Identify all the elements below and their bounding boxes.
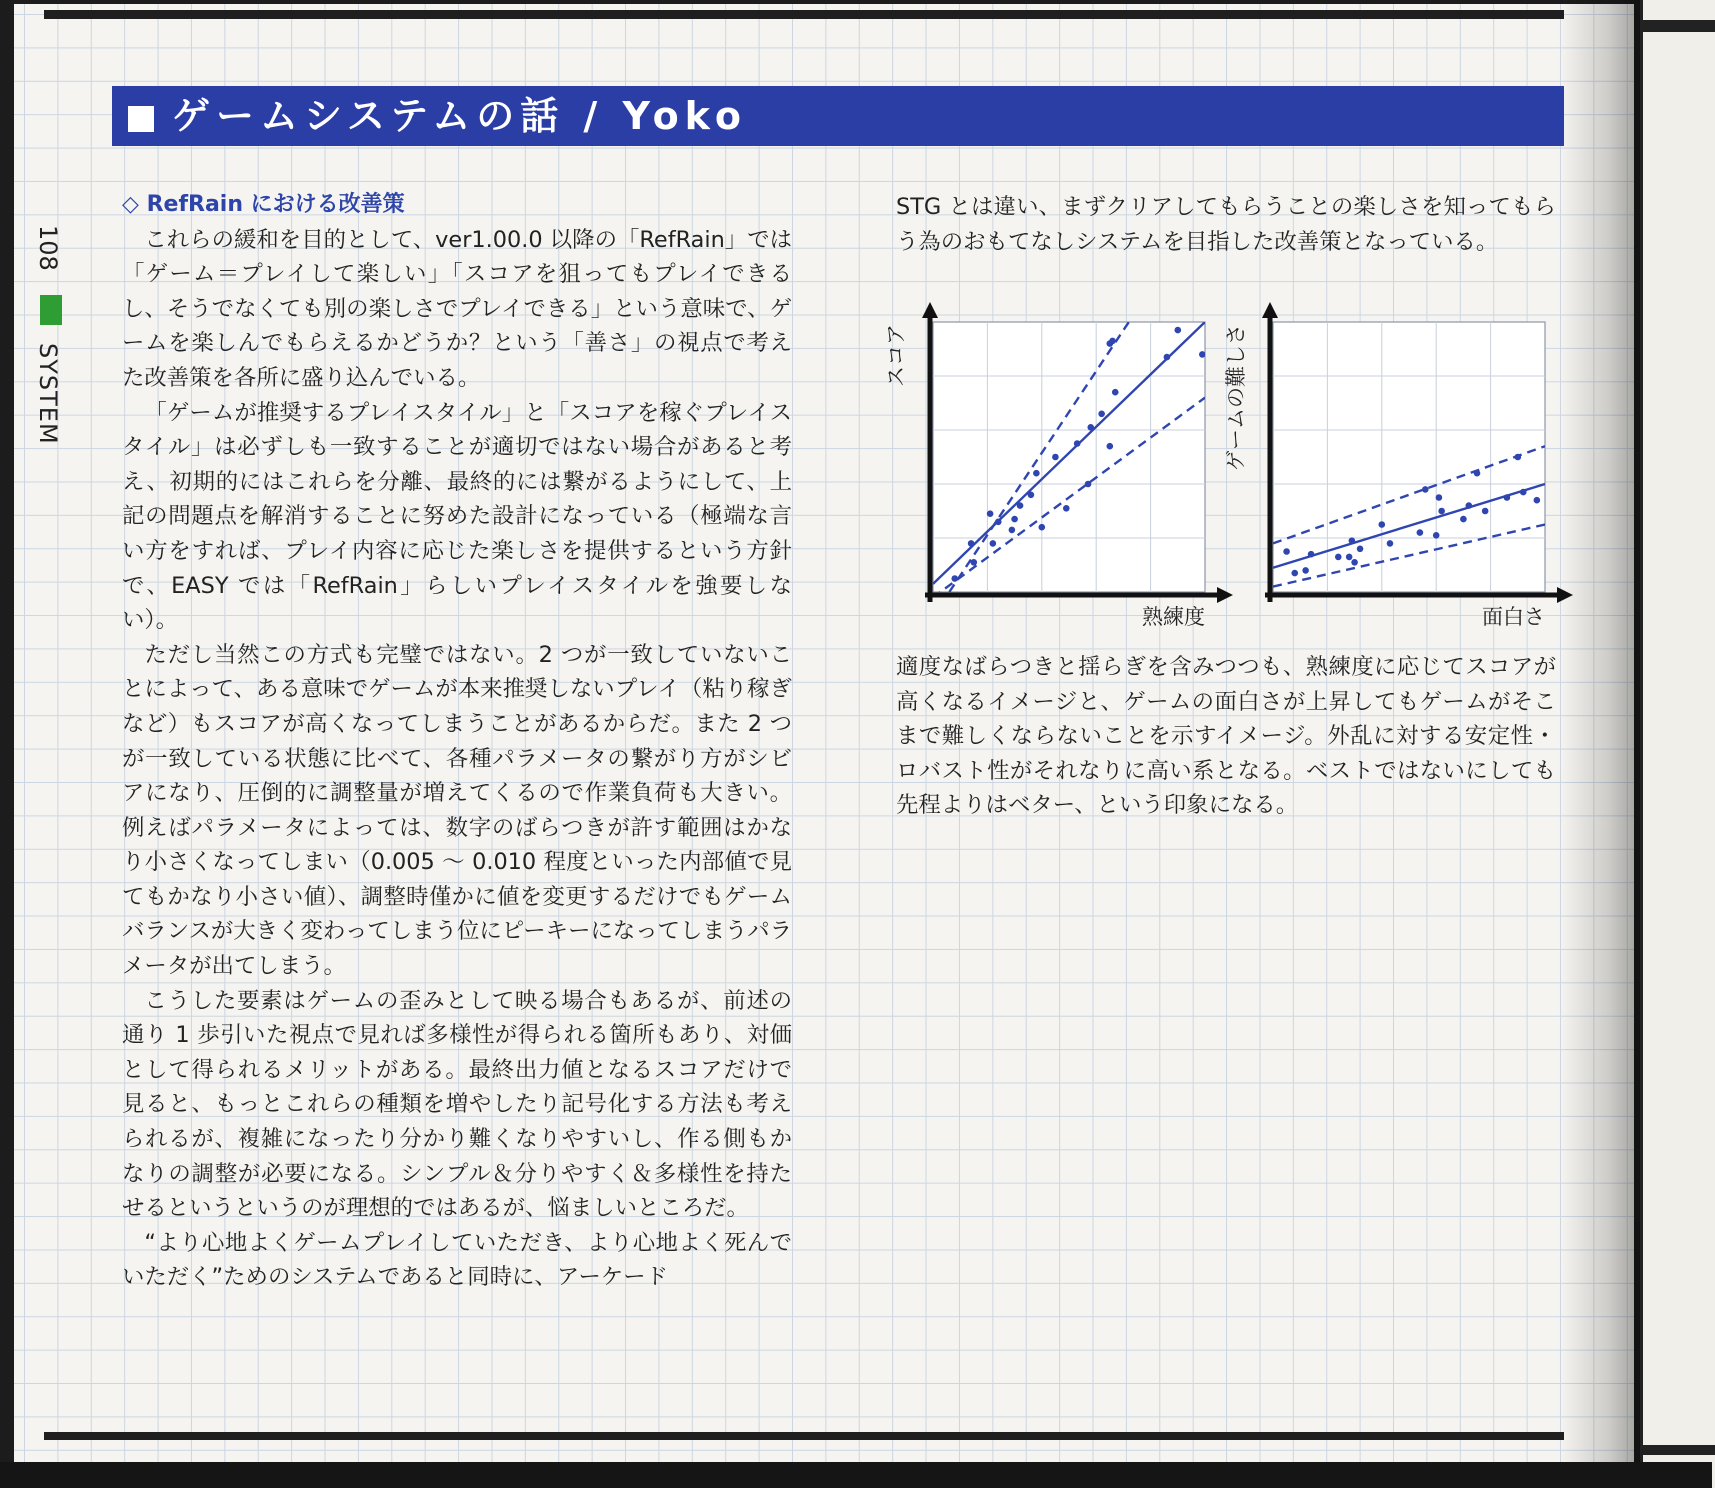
paragraph-4: こうした要素はゲームの歪みとして映る場合もあるが、前述の通り 1 歩引いた視点で見れば多様性が得られる箇所もあり、対価として得られるメリットがある。最終出力値となるスコアだけで見ると、もっとこれらの種類を増やしたり記号化する方法も考えられるが、複雑になったり分かり難くなりやすいし、作る側もかなりの調整が必要になる。シンプル＆分りやすく＆多様性を持たせるというというのが理想的ではあるが、悩ましいところだ。 — [122, 987, 792, 1222]
paragraph-1: これらの緩和を目的として、ver1.00.0 以降の「RefRain」では「ゲーム＝プレイして楽しい」「スコアを狙ってもプレイできるし、そうでなくても別の楽しさでプレイできる」という意味で、ゲームを楽しんでもらえるかどうか？という「善さ」の視点で考えた改善策を各所に盛り込んでいる。 — [122, 226, 792, 391]
data-point — [1112, 389, 1119, 396]
chart-skill-score — [884, 290, 1235, 630]
x-axis-label: 熟練度 — [1142, 605, 1205, 629]
data-point — [1087, 424, 1094, 431]
chapter-title: ゲームシステムの話 / Yoko — [172, 94, 748, 138]
data-point — [1164, 354, 1171, 361]
data-point — [1335, 554, 1342, 561]
data-point — [1039, 524, 1046, 531]
paragraph-2: 「ゲームが推奨するプレイスタイル」と「スコアを稼ぐプレイスタイル」は必ずしも一致することが適切ではない場合があると考え、初期的にはこれらを分離、最終的には繋がるようにして、上記の問題点を解消することに努めた設計になっている（極端な言い方をすれば、プレイ内容に応じた楽しさを提供するという方針で、EASY では「RefRain」らしいプレイスタイルを強要しない）。 — [122, 399, 792, 634]
data-point — [1460, 516, 1467, 523]
data-point — [1433, 532, 1440, 539]
bottom-rule — [44, 1432, 1564, 1440]
binding-shadow — [1560, 0, 1640, 1476]
data-point — [1011, 516, 1018, 523]
data-point — [1515, 454, 1522, 461]
x-axis-label: 面白さ — [1482, 605, 1545, 629]
data-point — [1474, 470, 1481, 477]
data-point — [1052, 454, 1059, 461]
y-axis-arrow-icon — [922, 302, 938, 318]
data-point — [971, 559, 978, 566]
data-point — [1175, 327, 1182, 334]
section-marker — [40, 295, 62, 325]
data-point — [1417, 529, 1424, 536]
data-point — [990, 540, 997, 547]
top-rule — [44, 10, 1564, 19]
data-point — [1098, 411, 1105, 418]
subheading: ◇ RefRain における改善策 — [122, 192, 405, 217]
x-axis-arrow-icon — [1217, 587, 1233, 603]
data-point — [1302, 567, 1309, 574]
side-tab — [30, 225, 70, 485]
data-point — [1074, 440, 1081, 447]
chapter-header — [112, 86, 1564, 146]
data-point — [951, 575, 958, 582]
y-axis-arrow-icon — [1262, 302, 1278, 318]
intro-paragraph: STG とは違い、まずクリアしてもらうことの楽しさを知ってもらう為のおもてなしシステムを目指した改善策となっている。 — [896, 194, 1556, 255]
next-page-edge — [1640, 0, 1715, 1488]
data-point — [1357, 546, 1364, 553]
chart-caption: 適度なばらつきと揺らぎを含みつつも、熟練度に応じてスコアが高くなるイメージと、ゲームの面白さが上昇してもゲームがそこまで難しくならないことを示すイメージ。外乱に対する安定性・ロバスト性がそれなりに高い系となる。ベストではないにしても先程よりはベター、という印象になる。 — [896, 654, 1556, 819]
page-number: 108 — [34, 225, 62, 271]
data-point — [1291, 570, 1298, 577]
data-point — [995, 519, 1002, 526]
data-point — [1438, 508, 1445, 515]
data-point — [1534, 497, 1541, 504]
data-point — [1033, 470, 1040, 477]
data-point — [1520, 489, 1527, 496]
chart-fun-difficulty — [1224, 290, 1575, 630]
paragraph-5: “より心地よくゲームプレイしていただき、より心地よく死んでいただく”ためのシステムであると同時に、アーケード — [122, 1229, 792, 1291]
data-point — [968, 540, 975, 547]
data-point — [1436, 494, 1443, 501]
data-point — [1387, 540, 1394, 547]
right-column — [896, 190, 1556, 259]
data-point — [1028, 492, 1035, 499]
next-page-rule-bottom — [1643, 1445, 1715, 1455]
x-axis-arrow-icon — [1557, 587, 1573, 603]
data-point — [1346, 554, 1353, 561]
bottom-edge — [0, 1462, 1712, 1488]
plot-area — [1273, 322, 1545, 592]
data-point — [1017, 502, 1024, 509]
data-point — [1379, 521, 1386, 528]
data-point — [1351, 559, 1358, 566]
data-point — [1283, 548, 1290, 555]
data-point — [1109, 338, 1116, 345]
data-point — [1107, 443, 1114, 450]
data-point — [1199, 351, 1206, 358]
chart-fun-difficulty-svg — [1224, 290, 1575, 630]
y-axis-label: ゲームの難しさ — [1224, 324, 1248, 471]
data-point — [1009, 527, 1016, 534]
data-point — [987, 510, 994, 517]
left-column — [122, 188, 792, 1295]
section-label: SYSTEM — [34, 343, 62, 445]
data-point — [1349, 537, 1356, 544]
y-axis-label: スコア — [884, 324, 908, 387]
next-page-rule-top — [1643, 20, 1715, 32]
data-point — [1466, 502, 1473, 509]
square-bullet-icon — [128, 106, 154, 132]
data-point — [1063, 505, 1070, 512]
data-point — [1308, 551, 1315, 558]
data-point — [1504, 494, 1511, 501]
data-point — [1085, 481, 1092, 488]
chart-skill-score-svg — [884, 290, 1235, 630]
data-point — [1422, 486, 1429, 493]
paragraph-3: ただし当然この方式も完璧ではない。2 つが一致していないことによって、ある意味でゲームが本来推奨しないプレイ（粘り稼ぎなど）もスコアが高くなってしまうことがあるからだ。また 2 つが一致している状態に比べて、各種パラメータの繋がり方がシビアになり、圧倒的に調整量が増えてくるので作業負荷も大きい。例えばパラメータによっては、数字のばらつきが許す範囲はかなり小さくなってしまい（0.005 ～ 0.010 程度といった内部値で見てもかなり小さい値）、調整時僅かに値を変更するだけでもゲームバランスが大きく変わってしまう位にピーキーになってしまうパラメータが出てしまう。 — [122, 641, 792, 980]
data-point — [1482, 508, 1489, 515]
